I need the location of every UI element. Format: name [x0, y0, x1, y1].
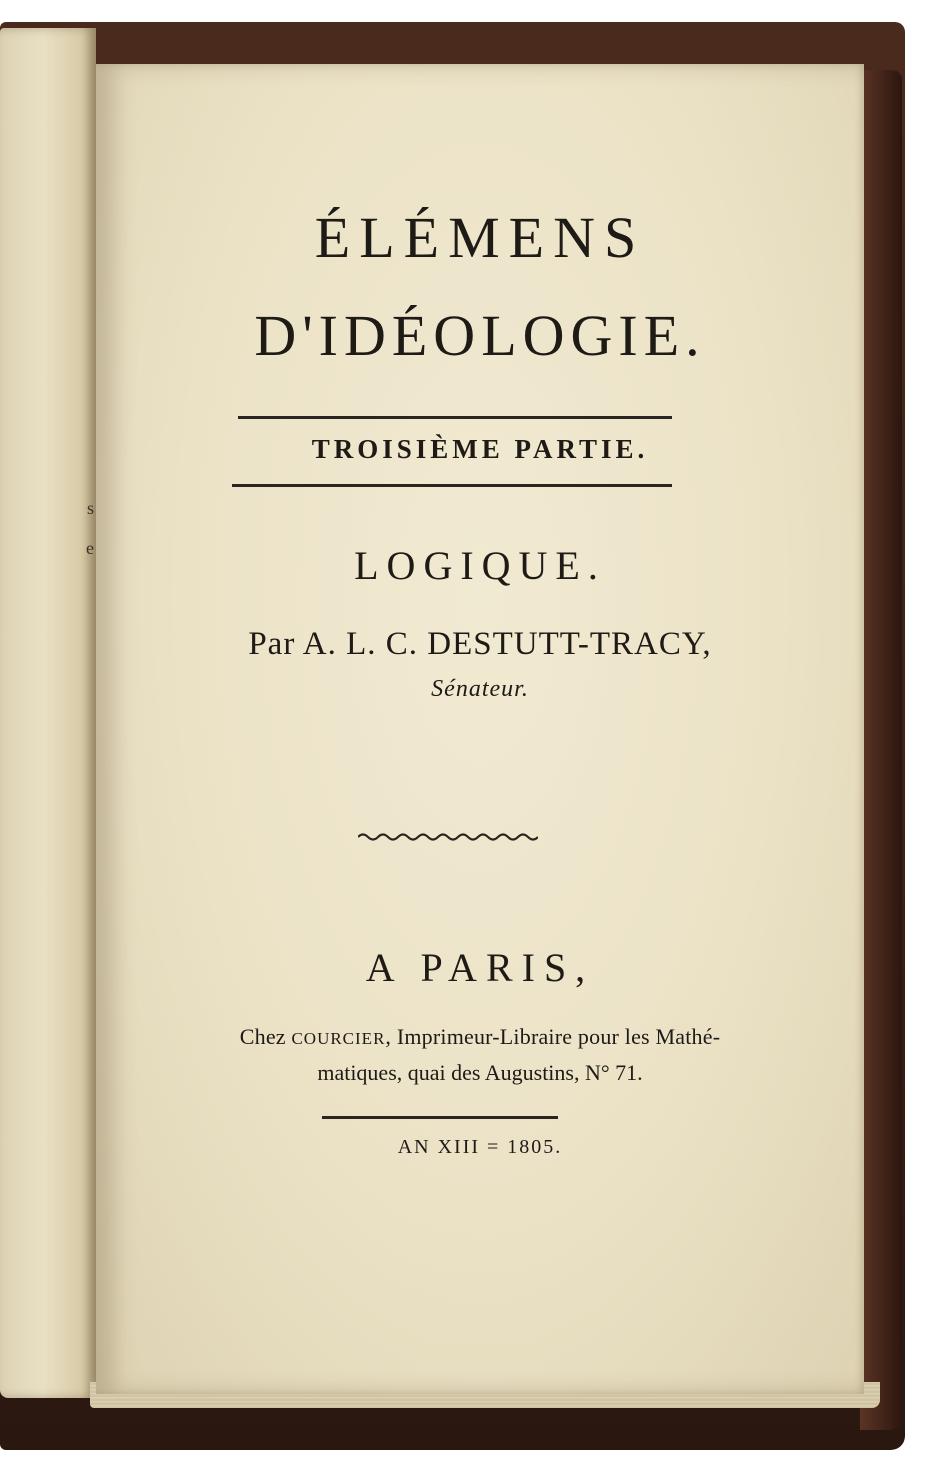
author-line: Par A. L. C. DESTUTT-TRACY, [248, 626, 712, 662]
title-page [96, 64, 864, 1394]
title-line-2: D'IDÉOLOGIE. [254, 303, 706, 368]
publisher-rest: , Imprimeur-Libraire pour les Mathé- [385, 1024, 721, 1049]
publisher-name: COURCIER [291, 1029, 386, 1048]
left-page [0, 28, 96, 1398]
publisher-line-1 [96, 1024, 864, 1050]
part-label: TROISIÈME PARTIE. [311, 434, 649, 464]
ornament-rule [358, 832, 538, 842]
rule-date [322, 1116, 558, 1119]
title-line-1: ÉLÉMENS [314, 205, 646, 270]
author-role: Sénateur. [431, 676, 529, 702]
imprint-place: A PARIS, [365, 945, 595, 990]
left-page-glyph: e [86, 538, 94, 558]
subtitle: LOGIQUE. [354, 543, 606, 588]
imprint-date: AN XIII = 1805. [397, 1136, 563, 1158]
cover-edge [860, 70, 902, 1430]
left-page-glyph: s [86, 498, 94, 518]
rule-top [238, 416, 672, 419]
publisher-prefix: Chez [239, 1024, 292, 1049]
publisher-line-2: matiques, quai des Augustins, N° 71. [317, 1060, 643, 1085]
rule-bottom [232, 484, 672, 487]
